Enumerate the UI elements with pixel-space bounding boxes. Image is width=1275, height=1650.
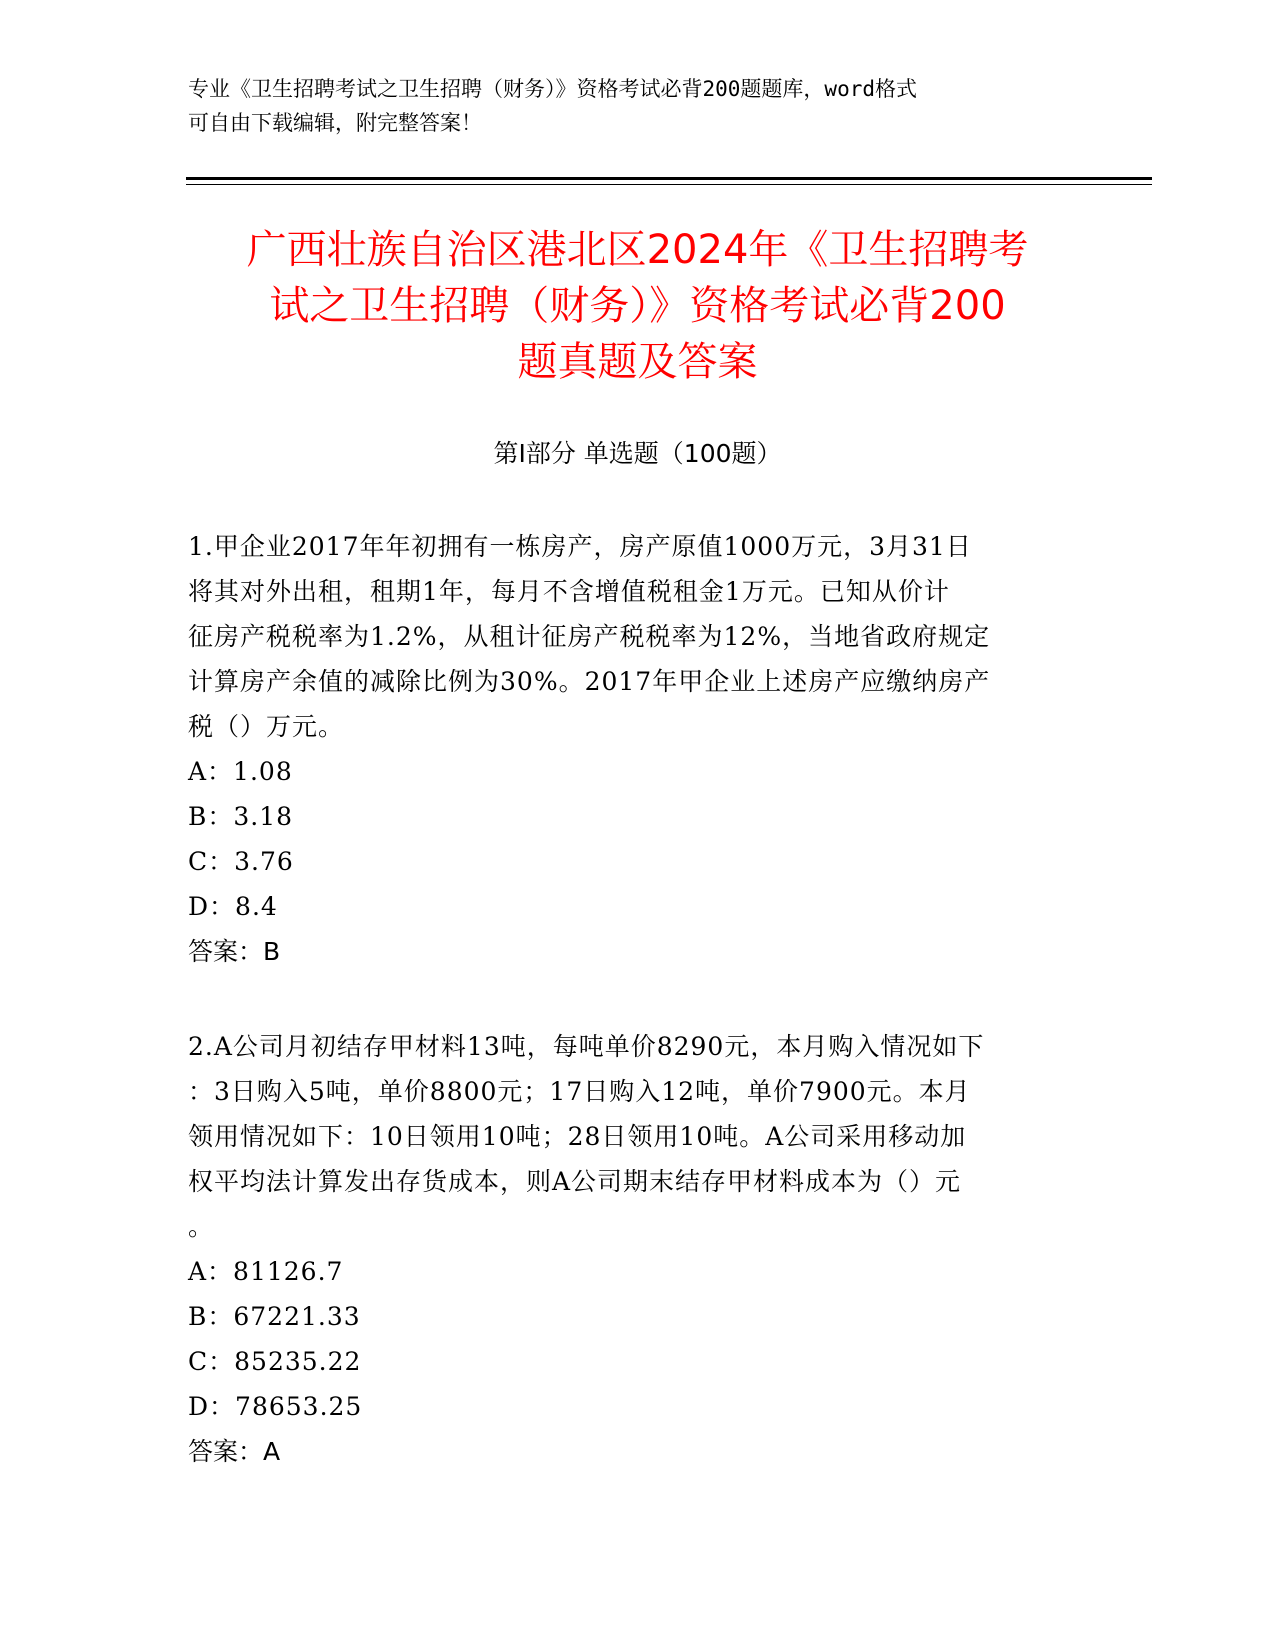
header-note (188, 72, 1068, 140)
document-title (150, 222, 1125, 390)
question-1 (188, 524, 1088, 974)
question-text-line: 征房产税税率为1.2%，从租计征房产税税率为12%，当地省政府规定 (188, 622, 991, 651)
section-heading: 第I部分 单选题（100题） (493, 439, 782, 468)
question-text-line: 2.A公司月初结存甲材料13吨，每吨单价8290元，本月购入情况如下 (188, 1032, 985, 1061)
header-divider-thick (186, 177, 1152, 180)
question-text-line: 税（）万元。 (188, 712, 345, 741)
answer-label: 答案：A (188, 1437, 281, 1466)
question-text-line: 权平均法计算发出存货成本，则A公司期末结存甲材料成本为（）元 (188, 1167, 962, 1196)
option-c: C：3.76 (188, 847, 294, 876)
question-text-line: 。 (188, 1212, 215, 1241)
document-title-line-3: 题真题及答案 (517, 339, 758, 385)
question-text-line: 将其对外出租，租期1年，每月不含增值税租金1万元。已知从价计 (188, 577, 950, 606)
option-c: C：85235.22 (188, 1347, 362, 1376)
question-text-line: ：3日购入5吨，单价8800元；17日购入12吨，单价7900元。本月 (188, 1077, 971, 1106)
option-b: B：67221.33 (188, 1302, 361, 1331)
document-title-line-1: 广西壮族自治区港北区2024年《卫生招聘考 (246, 227, 1029, 273)
question-2 (188, 1024, 1088, 1474)
option-a: A：1.08 (188, 757, 293, 786)
option-d: D：78653.25 (188, 1392, 363, 1421)
question-text-line: 计算房产余值的减除比例为30%。2017年甲企业上述房产应缴纳房产 (188, 667, 991, 696)
question-text-line: 1.甲企业2017年年初拥有一栋房产，房产原值1000万元，3月31日 (188, 532, 972, 561)
header-divider-thin (186, 184, 1152, 185)
header-note-line-1: 专业《卫生招聘考试之卫生招聘（财务）》资格考试必背200题题库，word格式 (188, 77, 917, 101)
question-text-line: 领用情况如下：10日领用10吨；28日领用10吨。A公司采用移动加 (188, 1122, 967, 1151)
answer-label: 答案：B (188, 937, 281, 966)
document-title-line-2: 试之卫生招聘（财务）》资格考试必背200 (269, 283, 1006, 329)
option-d: D：8.4 (188, 892, 278, 921)
option-b: B：3.18 (188, 802, 294, 831)
option-a: A：81126.7 (188, 1257, 344, 1286)
header-note-line-2: 可自由下载编辑，附完整答案！ (188, 111, 482, 135)
